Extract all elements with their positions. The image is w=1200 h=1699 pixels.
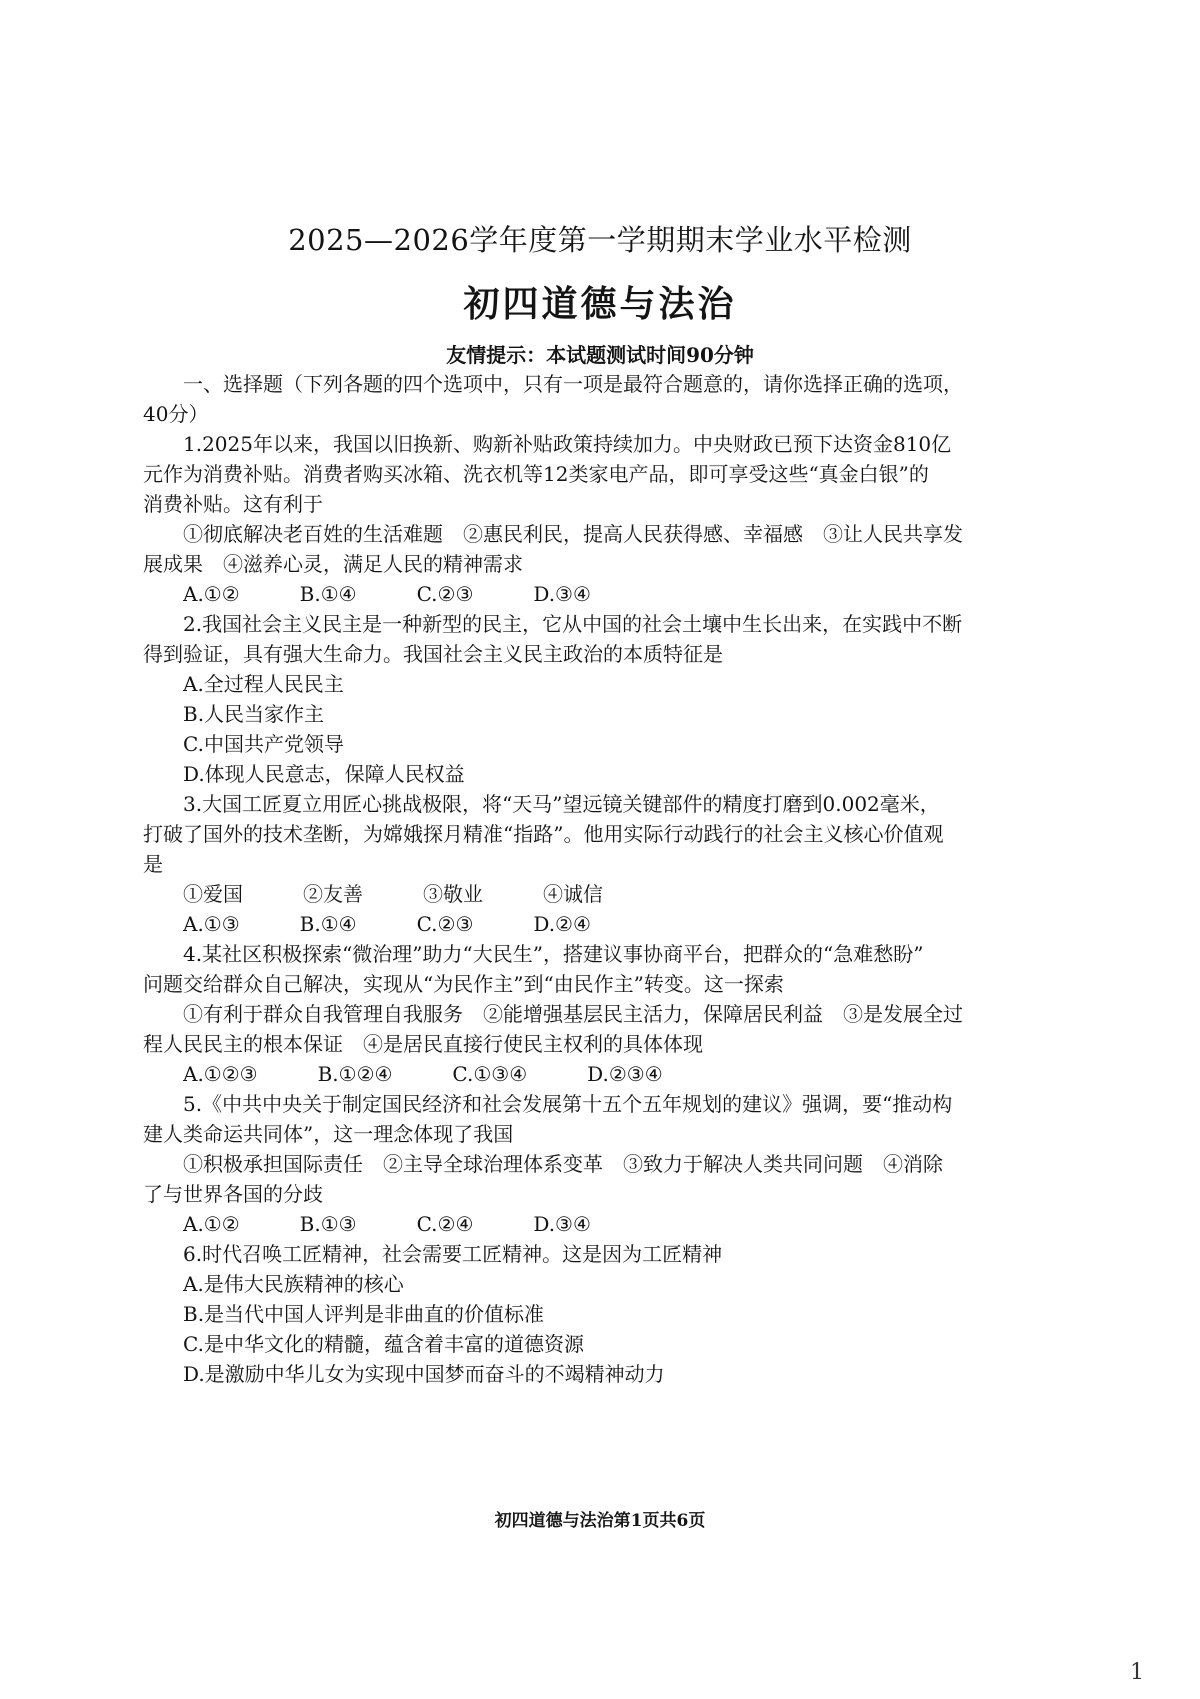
question-6-choice-a: A.是伟大民族精神的核心 [183,1272,404,1296]
question-5-options: ①积极承担国际责任 ②主导全球治理体系变革 ③致力于解决人类共同问题 ④消除 [183,1152,943,1176]
question-1-choices: A.①② B.①④ C.②③ D.③④ [183,582,591,606]
question-1-options-cont: 展成果 ④滋养心灵，满足人民的精神需求 [143,552,523,576]
question-4-options: ①有利于群众自我管理自我服务 ②能增强基层民主活力，保障居民利益 ③是发展全过 [183,1002,963,1026]
question-1-stem-end: 消费补贴。这有利于 [143,492,323,516]
question-4-choices: A.①②③ B.①②④ C.①③④ D.②③④ [183,1062,663,1086]
question-1-options: ①彻底解决老百姓的生活难题 ②惠民利民，提高人民获得感、幸福感 ③让人民共享发 [183,522,963,546]
question-1-stem-cont: 元作为消费补贴。消费者购买冰箱、洗衣机等12类家电产品，即可享受这些“真金白银”的 [143,462,929,486]
question-3-choices: A.①③ B.①④ C.②③ D.②④ [183,912,591,936]
question-5-options-cont: 了与世界各国的分歧 [143,1182,323,1206]
question-2-choice-b: B.人民当家作主 [183,702,325,726]
question-2-choice-d: D.体现人民意志，保障人民权益 [183,762,465,786]
question-5-stem: 5.《中共中央关于制定国民经济和社会发展第十五个五年规划的建议》强调，要“推动构 [183,1092,953,1116]
question-3-stem-cont: 打破了国外的技术垄断，为嫦娥探月精准“指路”。他用实际行动践行的社会主义核心价值观 [143,822,944,846]
question-4-stem: 4.某社区积极探索“微治理”助力“大民生”，搭建议事协商平台，把群众的“急难愁盼” [183,942,924,966]
section-intro-cont: 40分） [143,402,209,426]
question-6-stem: 6.时代召唤工匠精神，社会需要工匠精神。这是因为工匠精神 [183,1242,723,1266]
question-3-stem-end: 是 [143,852,163,876]
question-4-stem-cont: 问题交给群众自己解决，实现从“为民作主”到“由民作主”转变。这一探索 [143,972,784,996]
question-2-choice-a: A.全过程人民民主 [183,672,344,696]
question-4-options-cont: 程人民民主的根本保证 ④是居民直接行使民主权利的具体体现 [143,1032,703,1056]
question-6-choice-c: C.是中华文化的精髓，蕴含着丰富的道德资源 [183,1332,584,1356]
question-5-stem-cont: 建人类命运共同体”，这一理念体现了我国 [143,1122,514,1146]
page-footer: 初四道德与法治第1页共6页 [494,1511,706,1531]
page-number: 1 [1130,1660,1144,1685]
question-2-stem: 2.我国社会主义民主是一种新型的民主，它从中国的社会土壤中生长出来，在实践中不断 [183,612,963,636]
question-6-choice-b: B.是当代中国人评判是非曲直的价值标准 [183,1302,545,1326]
question-2-stem-cont: 得到验证，具有强大生命力。我国社会主义民主政治的本质特征是 [143,642,723,666]
exam-title: 2025—2026学年度第一学期期末学业水平检测 [288,223,912,257]
section-intro: 一、选择题（下列各题的四个选项中，只有一项是最符合题意的，请你选择正确的选项， [183,372,963,396]
question-5-choices: A.①② B.①③ C.②④ D.③④ [183,1212,591,1236]
exam-subject: 初四道德与法治 [463,283,737,325]
question-3-stem: 3.大国工匠夏立用匠心挑战极限，将“天马”望远镜关键部件的精度打磨到0.002毫米， [183,792,940,816]
question-6-choice-d: D.是激励中华儿女为实现中国梦而奋斗的不竭精神动力 [183,1362,665,1386]
question-3-options: ①爱国 ②友善 ③敬业 ④诚信 [183,882,603,906]
question-1-stem: 1.2025年以来，我国以旧换新、购新补贴政策持续加力。中央财政已预下达资金810亿 [183,432,952,456]
question-2-choice-c: C.中国共产党领导 [183,732,344,756]
exam-tip: 友情提示：本试题测试时间90分钟 [446,343,754,367]
